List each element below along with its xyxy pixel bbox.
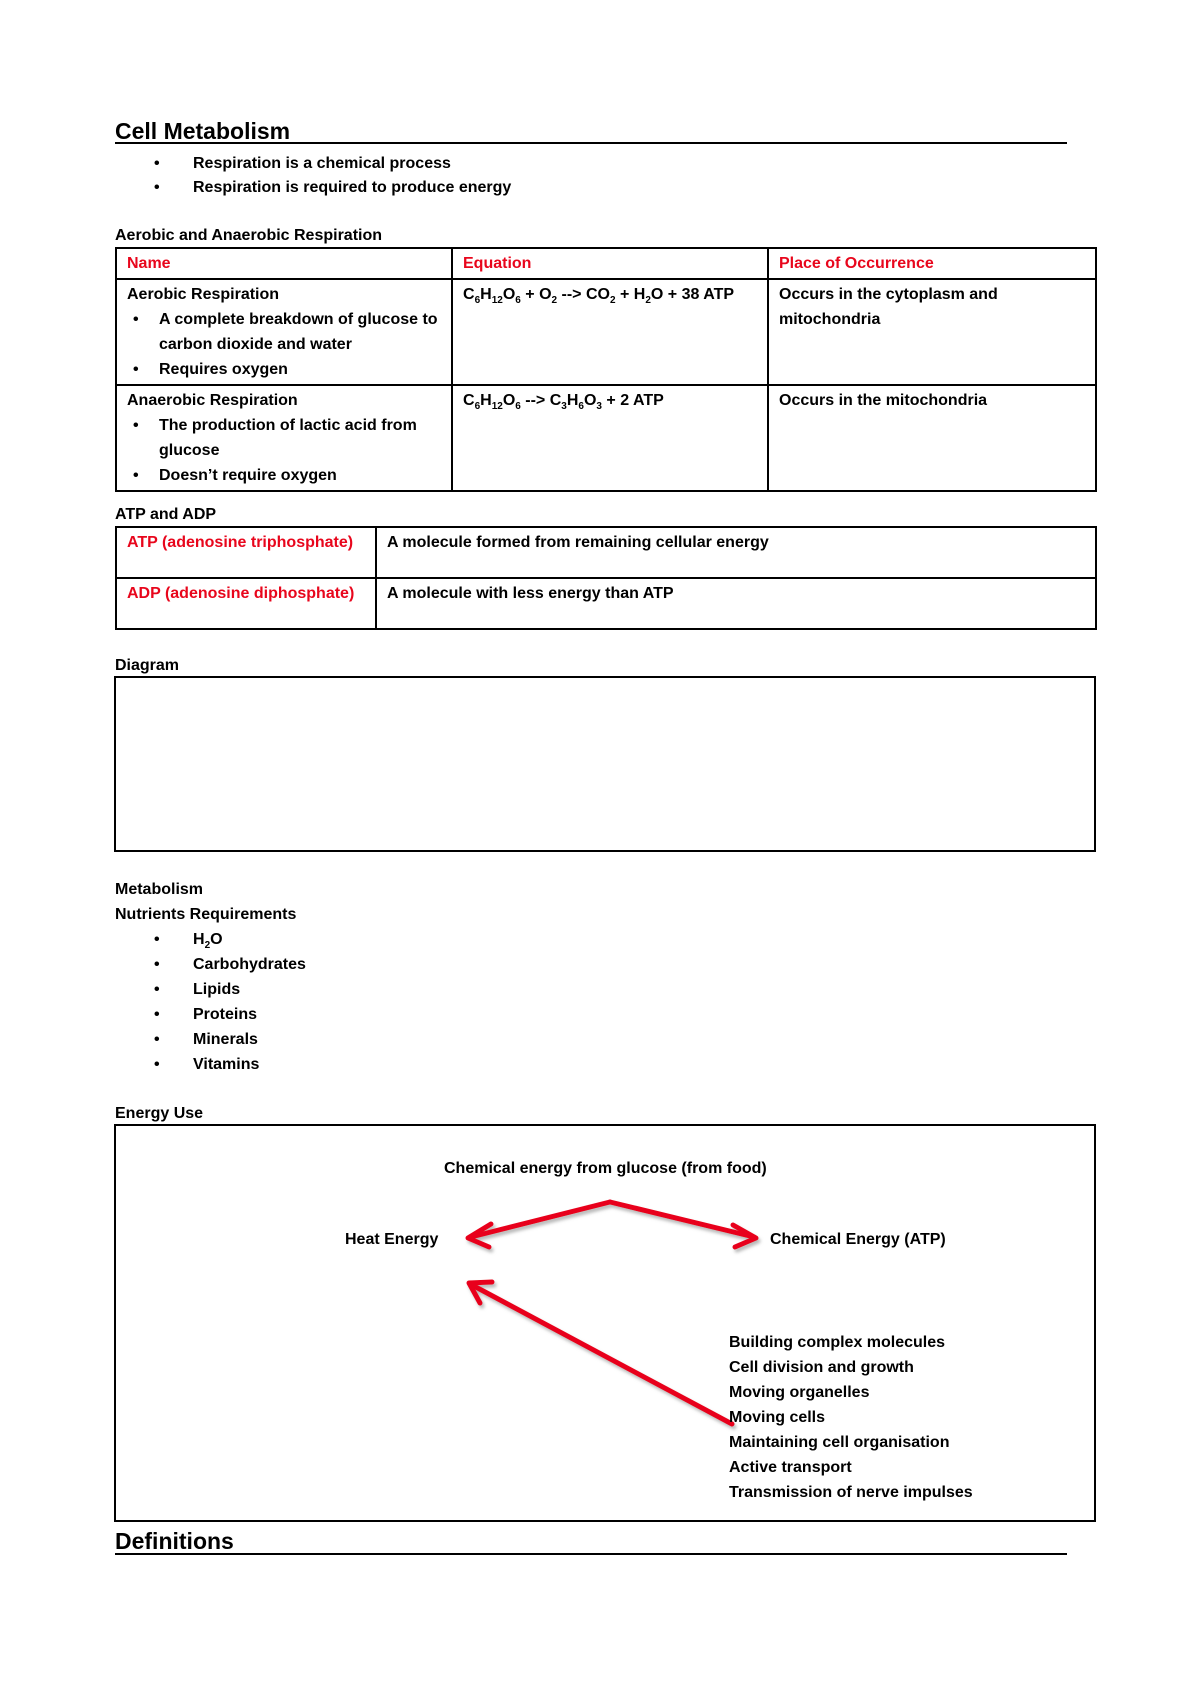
row-bullets xyxy=(127,307,441,382)
list-item: Moving organelles xyxy=(729,1384,870,1401)
title-rule xyxy=(115,142,1067,144)
row-place: Occurs in the cytoplasm and mitochondria xyxy=(768,279,1096,385)
metabolism-heading: Metabolism xyxy=(115,881,204,898)
row-name: Anaerobic Respiration xyxy=(127,392,298,409)
energy-use-box xyxy=(114,1124,1096,1522)
row-name: Aerobic Respiration xyxy=(127,286,280,303)
energy-uses-list xyxy=(729,1330,973,1505)
definition-cell: A molecule with less energy than ATP xyxy=(376,578,1096,629)
equation-text: $C_6H_{12}O_6$ --> $C_3H_6O_3 + 2$ ATP xyxy=(463,392,664,413)
diagram-box xyxy=(114,676,1096,852)
table-row xyxy=(116,279,1096,385)
list-item: • A complete breakdown of glucose to carbon dioxide and water xyxy=(127,307,441,357)
diagram-heading: Diagram xyxy=(115,657,180,674)
equation-text: $C_6H_{12}O_6 + O_2$ --> $CO_2 + H_2O + 38$ ATP xyxy=(463,286,735,307)
list-item: • Requires oxygen xyxy=(127,357,441,382)
glucose-label: Chemical energy from glucose (from food) xyxy=(444,1160,767,1177)
header-place: Place of Occurrence xyxy=(768,248,1096,279)
arrow-uses-to-heat xyxy=(472,1285,732,1424)
table-row xyxy=(116,527,1096,578)
row-name-cell xyxy=(116,385,452,491)
header-name: Name xyxy=(116,248,452,279)
arrow-to-heat xyxy=(471,1202,610,1237)
row-bullets xyxy=(127,413,441,488)
atp-table xyxy=(115,526,1097,630)
chemical-energy-label: Chemical Energy (ATP) xyxy=(770,1231,946,1248)
arrow-to-chemical xyxy=(610,1202,754,1237)
list-item: Cell division and growth xyxy=(729,1359,914,1376)
list-item: Transmission of nerve impulses xyxy=(729,1484,973,1501)
row-equation xyxy=(452,385,768,491)
definitions-rule xyxy=(115,1553,1067,1555)
row-equation xyxy=(452,279,768,385)
row-place: Occurs in the mitochondria xyxy=(768,385,1096,491)
respiration-heading: Aerobic and Anaerobic Respiration xyxy=(115,227,383,244)
list-item: • Doesn’t require oxygen xyxy=(127,463,441,488)
list-item: Building complex molecules xyxy=(729,1334,946,1351)
nutrient-water: $H_2O$ xyxy=(193,931,223,952)
nutrients-heading: Nutrients Requirements xyxy=(115,906,297,923)
table-header-row xyxy=(116,248,1096,279)
list-item: Moving cells xyxy=(729,1409,826,1426)
table-row xyxy=(116,385,1096,491)
list-item: Maintaining cell organisation xyxy=(729,1434,950,1451)
list-item: Active transport xyxy=(729,1459,852,1476)
list-item: • The production of lactic acid from glucose xyxy=(127,413,441,463)
respiration-table xyxy=(115,247,1097,492)
table-row xyxy=(116,578,1096,629)
page-title: Cell Metabolism xyxy=(115,118,291,144)
term-cell: ATP (adenosine triphosphate) xyxy=(116,527,376,578)
definitions-heading: Definitions xyxy=(115,1528,234,1554)
definition-cell: A molecule formed from remaining cellular energy xyxy=(376,527,1096,578)
heat-energy-label: Heat Energy xyxy=(345,1231,439,1248)
row-name-cell xyxy=(116,279,452,385)
atp-heading: ATP and ADP xyxy=(115,506,217,523)
energy-use-heading: Energy Use xyxy=(115,1105,204,1122)
header-equation: Equation xyxy=(452,248,768,279)
term-cell: ADP (adenosine diphosphate) xyxy=(116,578,376,629)
document-page: Cell Metabolism • Respiration is a chemical process • Respiration is required to produce energy Aerobic and Anaerobic Respiration Name Equation Place of Occurrence Aerobic Respiration • A complete breakdown of glucose to carbon dioxide and water • Requires oxygen $C_6H_{12}O_6 + O_2$ --> $CO_2 + H_2O + 38$ ATP Occurs in the cytoplasm and mitochondria Anaerobic Respiration • The production of lactic acid from glucose • Doesn’t require oxygen $C_6H_{12}O_6$ --> $C_3H_6O_3 + 2$ ATP Occurs in the mitochondria ATP and ADP ATP (adenosine triphosphate) A molecule formed from remaining cellular energy ADP (adenosine diphosphate) A molecule with less energy than ATP Diagram Metabolism Nutrients Requirements • $H_2O$ • Carbohydrates • Lipids • Proteins • Minerals • Vitamins Energy Use Chemical energy from glucose (from food) Heat Energy Chemical Energy (ATP) Building complex molecules Cell division and growth Moving organelles Moving cells Maintaining cell organisation Active transport Transmission of nerve impulses Definitions xyxy=(0,0,1200,1698)
